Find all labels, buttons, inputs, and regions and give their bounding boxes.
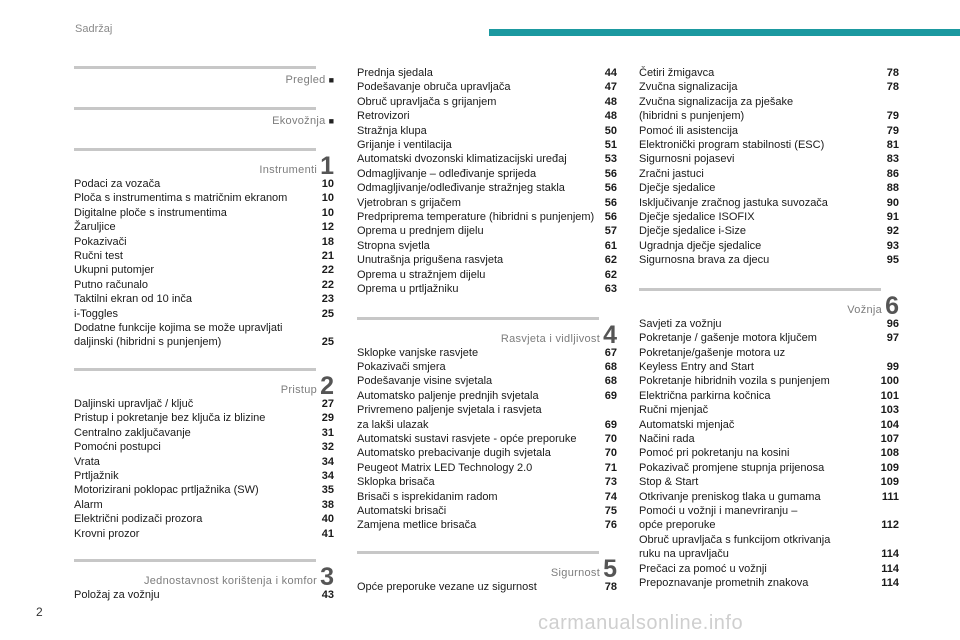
toc-entry[interactable] [74,220,334,234]
toc-entry-label: ruku na upravljaču [639,548,729,561]
toc-entry-label: Pokazivači smjera [357,360,446,373]
toc-entry-label: Retrovizori [357,110,410,123]
toc-entry-page: 112 [881,519,899,532]
toc-entry[interactable] [639,418,899,432]
section-number: 3 [320,562,334,591]
toc-entry-label: Električni podizači prozora [74,513,203,526]
toc-entry[interactable] [357,80,617,94]
section-title[interactable]: Sigurnost [550,566,601,579]
toc-entry-page: 114 [881,548,899,561]
section-header [74,69,334,87]
header-accent-bar [489,29,960,36]
toc-entry[interactable] [357,224,617,238]
toc-section [639,288,899,591]
toc-entry-page: 10 [321,192,334,205]
toc-entry-page: 90 [886,196,899,209]
toc-entry[interactable] [639,490,899,504]
toc-entry-page: 67 [604,346,617,359]
toc-entry-label: Pomoći u vožnji i manevriranju – [639,504,798,517]
toc-entry-page: 69 [604,418,617,431]
toc-entry-page: 21 [321,250,334,263]
toc-entry-page: 48 [604,95,617,108]
toc-entry[interactable] [639,224,899,238]
toc-entry-page: 69 [604,389,617,402]
toc-entry[interactable] [357,490,617,504]
toc-entry-page: 32 [321,441,334,454]
toc-entry[interactable] [74,512,334,526]
toc-entry[interactable] [639,446,899,460]
toc-entry-label: Motorizirani poklopac prtljažnika (SW) [74,484,259,497]
toc-entry-label: Stropna svjetla [357,239,430,252]
toc-entry-label: Keyless Entry and Start [639,360,754,373]
toc-entry[interactable] [639,461,899,475]
toc-entry[interactable] [74,307,334,321]
toc-entry[interactable] [639,432,899,446]
toc-entry-label: daljinski (hibridni s punjenjem) [74,336,222,349]
section-marker-icon: ■ [328,75,334,85]
toc-entry[interactable] [639,317,899,331]
toc-entry[interactable] [74,249,334,263]
toc-entry-label: Elektronički program stabilnosti (ESC) [639,139,825,152]
section-header [357,554,617,583]
toc-entry-page: 27 [321,397,334,410]
toc-entry-page: 109 [880,461,899,474]
toc-entry[interactable] [74,235,334,249]
section-title[interactable]: Jednostavnost korištenja i komfor [143,574,318,587]
section-header [357,320,617,349]
toc-entry-label: Ručni mjenjač [639,404,709,417]
section-header [74,110,334,128]
toc-entry-label: Unutrašnja prigušena rasvjeta [357,254,504,267]
toc-entry[interactable] [357,239,617,253]
toc-entry[interactable] [74,527,334,541]
toc-entry-label: opće preporuke [639,519,716,532]
toc-entry-page: 86 [886,167,899,180]
toc-entry-label: Oprema u prednjem dijelu [357,225,484,238]
section-header [639,291,899,320]
toc-entry-label: Zvučna signalizacija [639,81,738,94]
toc-section [74,148,334,350]
toc-entry-page: 47 [604,81,617,94]
toc-entry-page: 63 [604,283,617,296]
toc-entry[interactable] [357,167,617,181]
toc-entry-label: Pristup i pokretanje bez ključa iz blizine [74,412,266,425]
toc-entry-label: Pomoć ili asistencija [639,124,739,137]
toc-entry[interactable] [639,80,899,94]
toc-entry-page: 75 [604,504,617,517]
toc-entry-page: 104 [880,418,899,431]
toc-entry-page: 111 [881,490,899,503]
toc-entry-page: 107 [880,432,899,445]
toc-entry-label: Privremeno paljenje svjetala i rasvjeta [357,404,542,417]
toc-entry-page: 62 [604,254,617,267]
toc-entry-label: Obruč upravljača s grijanjem [357,95,497,108]
toc-entry[interactable] [74,498,334,512]
toc-entry-label: Dječje sjedalice ISOFIX [639,211,755,224]
toc-entry-page: 109 [880,476,899,489]
toc-entry-label: Digitalne ploče s instrumentima [74,206,227,219]
section-number: 6 [885,291,899,320]
toc-entry-label: Pokretanje hibridnih vozila s punjenjem [639,375,830,388]
toc-entry-page: 50 [604,124,617,137]
toc-entry-page: 108 [880,447,899,460]
toc-entry-label: Savjeti za vožnju [639,317,722,330]
toc-entry[interactable] [357,253,617,267]
toc-entry-page: 56 [604,167,617,180]
toc-section [74,368,334,541]
toc-section [357,317,617,533]
toc-entry-label: Načini rada [639,432,695,445]
toc-entry[interactable] [357,504,617,518]
toc-entry-page: 95 [886,254,899,267]
toc-entry[interactable] [74,263,334,277]
toc-entry-label: Pokazivači [74,235,127,248]
toc-entry-page: 38 [321,498,334,511]
toc-entry-label: Automatski sustavi rasvjete - opće preporuke [357,432,577,445]
toc-entry[interactable] [639,253,899,267]
toc-entry-page: 56 [604,211,617,224]
toc-entry-label: Peugeot Matrix LED Technology 2.0 [357,461,533,474]
toc-entry-label: Električna parkirna kočnica [639,389,771,402]
toc-entry-page: 53 [604,153,617,166]
toc-entry-page: 71 [604,461,617,474]
toc-entry-page: 43 [321,588,334,601]
toc-entry[interactable] [357,138,617,152]
toc-entry-page: 88 [886,182,899,195]
toc-entry-page: 70 [604,432,617,445]
toc-entry-page: 51 [604,139,617,152]
toc-entry-label: Opće preporuke vezane uz sigurnost [357,580,537,593]
toc-entry-label: Dječje sjedalice [639,182,716,195]
section-header [74,562,334,591]
toc-entry[interactable] [357,66,617,80]
toc-entry-label: Ručni test [74,250,123,263]
section-title[interactable]: Rasvjeta i vidljivost [500,332,601,345]
toc-entry-label: Predpriprema temperature (hibridni s punjenjem) [357,211,595,224]
toc-entry[interactable] [357,181,617,195]
section-header [74,151,334,180]
toc-entry-page: 92 [886,225,899,238]
toc-entry-page: 100 [880,375,899,388]
toc-entry[interactable] [639,95,899,109]
section-number: 2 [320,371,334,400]
toc-entry-page: 68 [604,375,617,388]
toc-entry-label: Automatsko prebacivanje dugih svjetala [357,447,551,460]
toc-entry-page: 10 [321,206,334,219]
toc-entry[interactable] [639,152,899,166]
section-title[interactable]: Vožnja [847,303,883,316]
toc-entry[interactable] [639,167,899,181]
toc-entry-page: 22 [321,264,334,277]
toc-entry-page: 48 [604,110,617,123]
toc-entry[interactable] [357,374,617,388]
toc-entry-page: 78 [604,580,617,593]
toc-entry[interactable] [74,426,334,440]
toc-entry-label: Žaruljice [74,221,116,234]
toc-entry-label: (hibridni s punjenjem) [639,110,745,123]
toc-entry[interactable] [639,562,899,576]
toc-entry[interactable] [74,440,334,454]
page-number: 2 [36,605,43,619]
toc-entry-label: Automatski brisači [357,504,447,517]
toc-entry-label: Ugradnja dječje sjedalice [639,239,762,252]
toc-column-1 [74,66,334,602]
toc-entry-page: 12 [321,221,334,234]
toc-entry[interactable] [357,418,617,432]
toc-entry[interactable] [74,292,334,306]
toc-entry-page: 22 [321,278,334,291]
toc-entry[interactable] [639,389,899,403]
toc-entry-page: 41 [321,527,334,540]
toc-entry-page: 114 [881,562,899,575]
toc-entry-label: Oprema u stražnjem dijelu [357,268,486,281]
toc-entry-page: 101 [880,389,899,402]
toc-entry-label: Vrata [74,455,100,468]
toc-entry-page: 83 [886,153,899,166]
toc-entry-page: 93 [886,239,899,252]
toc-entry[interactable] [74,278,334,292]
toc-entry[interactable] [357,403,617,417]
toc-entry[interactable] [357,360,617,374]
section-number: 4 [603,320,617,349]
toc-entry-label: za lakši ulazak [357,418,429,431]
toc-entry-page: 68 [604,360,617,373]
toc-entry-label: Zračni jastuci [639,167,704,180]
toc-section [357,66,617,297]
toc-entry-page: 103 [880,404,899,417]
toc-section [74,559,334,602]
toc-entry-page: 73 [604,476,617,489]
toc-entry[interactable] [74,191,334,205]
toc-entry[interactable] [639,66,899,80]
toc-entry-label: Alarm [74,498,103,511]
toc-entry[interactable] [74,411,334,425]
toc-entry-page: 25 [321,336,334,349]
toc-entry-label: Otkrivanje preniskog tlaka u gumama [639,490,821,503]
toc-entry[interactable] [639,504,899,518]
toc-entry[interactable] [357,461,617,475]
toc-entry-label: Podešavanje obruča upravljača [357,81,511,94]
toc-entry-page: 91 [886,211,899,224]
toc-entry-page: 40 [321,513,334,526]
toc-entry-label: Automatski dvozonski klimatizacijski uređaj [357,153,567,166]
toc-entry[interactable] [357,95,617,109]
toc-entry-label: Odmagljivanje/odleđivanje stražnjeg stakla [357,182,565,195]
toc-entry[interactable] [639,475,899,489]
toc-entry-page: 79 [886,124,899,137]
toc-entry-page: 25 [321,307,334,320]
section-title[interactable]: Instrumenti [259,164,318,176]
toc-entry-page: 61 [604,239,617,252]
toc-entry[interactable] [357,152,617,166]
toc-entry[interactable] [639,518,899,532]
toc-entry-label: Pokretanje/gašenje motora uz [639,346,786,359]
toc-entry-page: 34 [321,469,334,482]
toc-entry[interactable] [74,206,334,220]
toc-entry[interactable] [74,455,334,469]
toc-entry[interactable] [74,469,334,483]
toc-entry-page: 44 [604,67,617,79]
toc-entry[interactable] [357,268,617,282]
toc-section [357,551,617,594]
toc-entry-label: Sklopke vanjske rasvjete [357,346,479,359]
toc-entry[interactable] [639,403,899,417]
toc-entry-label: Isključivanje zračnog jastuka suvozača [639,196,828,209]
toc-section [74,66,334,87]
toc-entry-label: Podešavanje visine svjetala [357,375,493,388]
toc-entry-label: Četiri žmigavca [639,67,715,79]
toc-entry[interactable] [74,588,334,602]
toc-entry[interactable] [74,483,334,497]
toc-entry-label: Centralno zaključavanje [74,426,191,439]
toc-entry[interactable] [357,518,617,532]
section-header [74,371,334,400]
toc-entry-label: Obruč upravljača s funkcijom otkrivanja [639,533,831,546]
toc-entry-page: 81 [886,139,899,152]
toc-entry[interactable] [639,181,899,195]
toc-entry-label: Pomoć pri pokretanju na kosini [639,447,790,460]
toc-entry[interactable] [74,397,334,411]
toc-entry-page: 29 [321,412,334,425]
toc-entry-page: 35 [321,484,334,497]
toc-entry-label: Putno računalo [74,278,148,291]
section-number: 1 [320,152,334,180]
toc-entry[interactable] [639,196,899,210]
toc-entry-label: Pomoćni postupci [74,441,161,454]
toc-entry[interactable] [639,576,899,590]
toc-entry[interactable] [639,109,899,123]
toc-entry-label: Daljinski upravljač / ključ [74,397,194,410]
section-marker-icon: ■ [328,116,334,126]
toc-entry-label: Automatski mjenjač [639,418,735,431]
toc-entry[interactable] [74,321,334,335]
toc-entry-page: 78 [886,67,899,79]
toc-entry-label: Pokretanje / gašenje motora ključem [639,332,817,345]
toc-entry-label: Prepoznavanje prometnih znakova [639,577,809,589]
toc-entry-label: Podaci za vozača [74,178,161,190]
toc-entry-page: 57 [604,225,617,238]
toc-entry-label: i-Toggles [74,307,119,320]
toc-section [74,107,334,128]
toc-entry[interactable] [357,124,617,138]
toc-entry-page: 114 [881,577,899,589]
toc-entry-page: 99 [886,360,899,373]
toc-entry[interactable] [639,138,899,152]
toc-entry-page: 78 [886,81,899,94]
toc-entry[interactable] [639,346,899,360]
toc-entry[interactable] [74,177,334,191]
toc-entry[interactable] [74,335,334,349]
toc-entry[interactable] [357,389,617,403]
toc-entry-label: Prednja sjedala [357,67,433,79]
toc-entry-page: 10 [321,178,334,190]
toc-entry[interactable] [639,239,899,253]
page-header-title: Sadržaj [75,23,113,35]
toc-section [639,66,899,268]
toc-entry-label: Brisači s isprekidanim radom [357,490,498,503]
toc-entry-label: Stražnja klupa [357,124,427,137]
toc-entry-page: 62 [604,268,617,281]
toc-entry-label: Ukupni putomjer [74,264,155,277]
toc-entry-label: Prečaci za pomoć u vožnji [639,562,767,575]
toc-entry-page: 96 [886,317,899,330]
toc-entry[interactable] [357,446,617,460]
toc-entry-label: Automatsko paljenje prednjih svjetala [357,389,539,402]
toc-entry-label: Dječje sjedalice i-Size [639,225,746,238]
toc-entry-label: Krovni prozor [74,527,140,540]
section-title[interactable]: Pristup [280,383,318,396]
toc-entry[interactable] [639,210,899,224]
toc-entry-label: Zamjena metlice brisača [357,519,477,532]
toc-entry[interactable] [357,282,617,296]
toc-entry[interactable] [639,374,899,388]
toc-entry-label: Sklopka brisača [357,476,435,489]
toc-entry-page: 56 [604,196,617,209]
toc-entry-label: Dodatne funkcije kojima se može upravljati [74,322,283,335]
toc-entry[interactable] [639,331,899,345]
toc-entry-page: 56 [604,182,617,195]
toc-entry[interactable] [357,475,617,489]
toc-entry[interactable] [357,346,617,360]
toc-entry-page: 34 [321,455,334,468]
toc-entry-page: 74 [604,490,617,503]
section-title[interactable]: Ekovožnja [272,115,326,127]
toc-entry-label: Sigurnosna brava za djecu [639,254,770,267]
toc-entry[interactable] [639,533,899,547]
toc-entry-label: Prtljažnik [74,469,119,482]
toc-entry-label: Stop & Start [639,476,699,489]
toc-entry-label: Vjetrobran s grijačem [357,196,461,209]
toc-entry[interactable] [357,432,617,446]
toc-entry[interactable] [639,547,899,561]
toc-entry-label: Zvučna signalizacija za pješake [639,95,794,108]
toc-entry-page: 23 [321,293,334,306]
toc-entry-label: Pokazivač promjene stupnja prijenosa [639,461,825,474]
section-number: 5 [603,554,617,583]
toc-entry-label: Sigurnosni pojasevi [639,153,735,166]
toc-entry-page: 97 [886,332,899,345]
toc-entry-page: 70 [604,447,617,460]
toc-entry[interactable] [357,580,617,594]
watermark: carmanualsonline.info [538,612,744,634]
toc-entry-label: Grijanje i ventilacija [357,139,452,152]
toc-entry[interactable] [357,196,617,210]
toc-entry-page: 31 [321,426,334,439]
toc-entry-label: Položaj za vožnju [74,588,160,601]
toc-entry-label: Oprema u prtljažniku [357,283,459,296]
toc-entry-page: 79 [886,110,899,123]
toc-entry[interactable] [357,109,617,123]
toc-entry-label: Taktilni ekran od 10 inča [74,293,193,306]
toc-entry-label: Odmagljivanje – odleđivanje sprijeda [357,167,537,180]
toc-entry-page: 76 [604,519,617,532]
toc-entry[interactable] [639,124,899,138]
toc-entry[interactable] [639,360,899,374]
toc-entry[interactable] [357,210,617,224]
toc-entry-page: 18 [321,235,334,248]
toc-column-3 [639,66,899,590]
toc-entry-label: Ploča s instrumentima s matričnim ekranom [74,192,288,205]
section-title[interactable]: Pregled [285,74,326,86]
toc-column-2 [357,66,617,594]
